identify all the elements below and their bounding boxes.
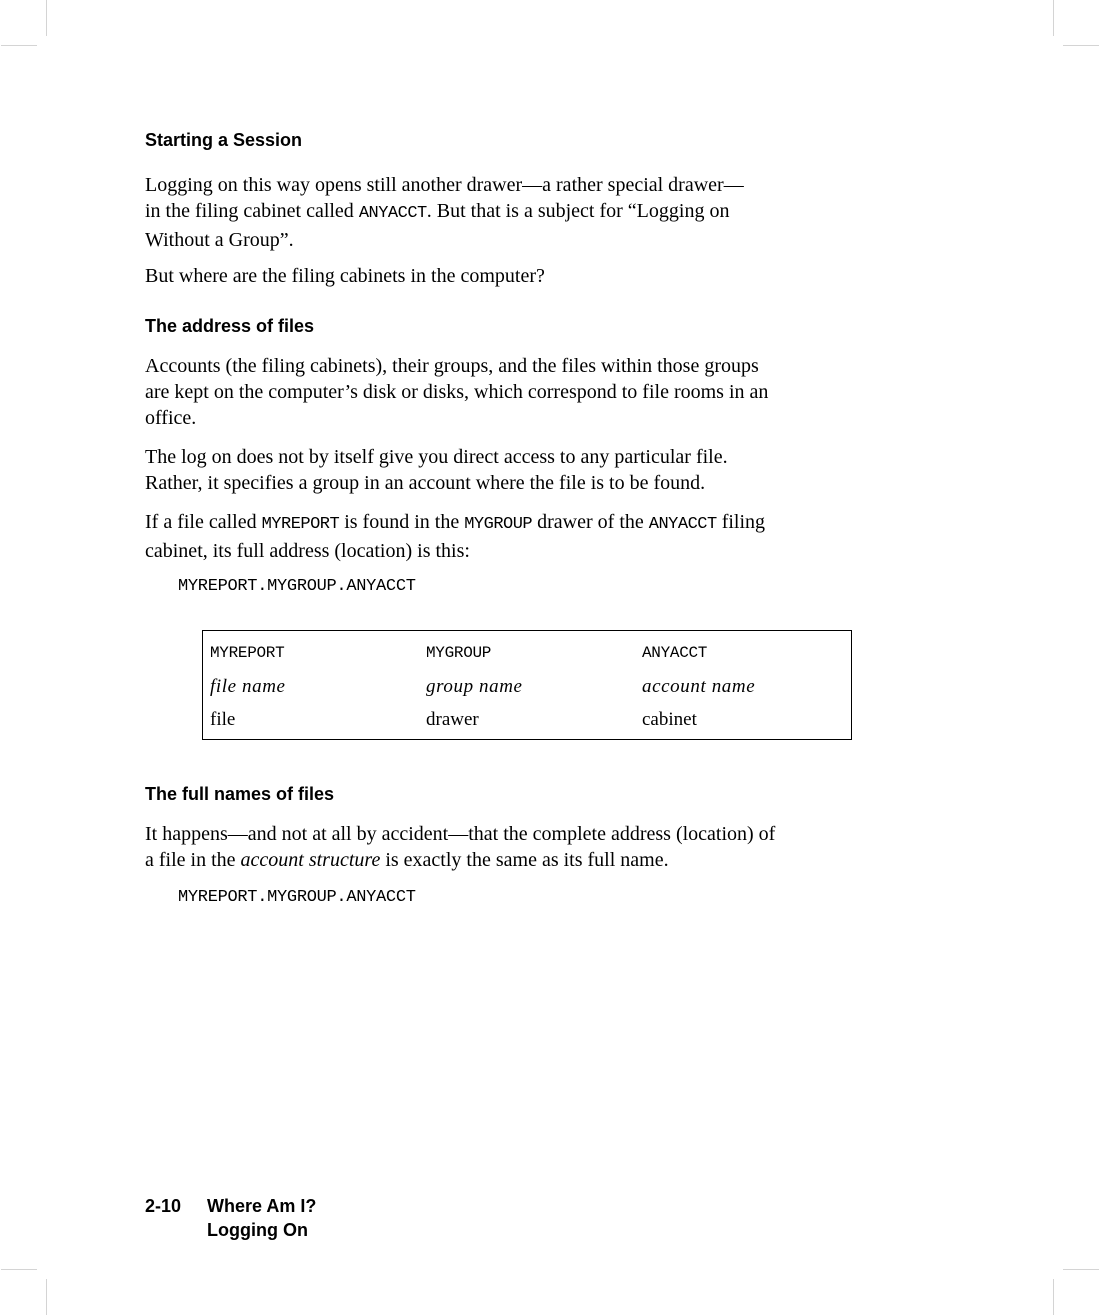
footer-chapter: Where Am I?: [207, 1196, 317, 1216]
intro-line-1: Logging on this way opens still another drawer—a rather special drawer—: [145, 174, 744, 196]
code-anyacct: ANYACCT: [358, 204, 427, 223]
text: a file in the: [145, 849, 241, 871]
crop-mark-top-left-horizontal: [1, 45, 37, 46]
table-cell: group name: [426, 676, 523, 697]
table-cell: file: [210, 709, 236, 730]
full-names-paragraph: [145, 821, 775, 873]
intro-text: . But that is a subject for “Logging on: [426, 200, 730, 222]
code-mygroup: MYGROUP: [464, 515, 533, 534]
paragraph-line: The log on does not by itself give you direct access to any particular file.: [145, 446, 728, 468]
table-left-border: [202, 630, 203, 740]
intro-line-3: Without a Group”.: [145, 229, 294, 251]
crop-mark-bottom-right-horizontal: [1063, 1269, 1099, 1270]
crop-mark-top-right-horizontal: [1063, 45, 1099, 46]
intro-paragraph: [145, 172, 744, 253]
table-cell: MYREPORT: [210, 644, 285, 662]
crop-mark-top-right-vertical: [1053, 0, 1054, 36]
table-cell: cabinet: [642, 709, 697, 730]
accounts-paragraph: [145, 353, 768, 431]
table-cell: account name: [642, 676, 756, 697]
page-number: 2-10: [145, 1196, 182, 1216]
text: is exactly the same as its full name.: [380, 849, 669, 871]
address-table: [202, 630, 851, 740]
paragraph-line: [145, 847, 775, 873]
intro-text: in the filing cabinet called: [145, 200, 359, 222]
table-cell: drawer: [426, 709, 479, 730]
section-heading: Starting a Session: [145, 130, 303, 150]
paragraph-line: It happens—and not at all by accident—that the complete address (location) of: [145, 823, 776, 845]
code-myreport: MYREPORT: [261, 515, 340, 534]
table-cell: MYGROUP: [426, 644, 492, 662]
paragraph-line: Rather, it specifies a group in an account where the file is to be found.: [145, 472, 706, 494]
paragraph-line: [145, 509, 765, 538]
code-example-full-name: MYREPORT.MYGROUP.ANYACCT: [178, 888, 416, 907]
table-cell: ANYACCT: [642, 644, 708, 662]
footer-section: Logging On: [207, 1220, 308, 1240]
table-cell: file name: [210, 676, 286, 697]
table-right-border: [851, 630, 852, 740]
intro-line-2: [145, 198, 744, 227]
code-example-address: MYREPORT.MYGROUP.ANYACCT: [178, 577, 416, 596]
text: drawer of the: [532, 511, 649, 533]
logon-paragraph: [145, 444, 728, 496]
crop-mark-bottom-right-vertical: [1053, 1279, 1054, 1315]
crop-mark-top-left-vertical: [46, 0, 47, 36]
crop-mark-bottom-left-horizontal: [1, 1269, 37, 1270]
text: filing: [716, 511, 766, 533]
question-paragraph: But where are the filing cabinets in the computer?: [145, 265, 545, 287]
full-names-heading: The full names of files: [145, 784, 335, 804]
paragraph-line: are kept on the computer’s disk or disks, which correspond to file rooms in an: [145, 381, 769, 403]
address-heading: The address of files: [145, 316, 315, 336]
paragraph-line: cabinet, its full address (location) is this:: [145, 540, 470, 562]
text: If a file called: [145, 511, 262, 533]
paragraph-line: office.: [145, 407, 197, 429]
paragraph-line: Accounts (the filing cabinets), their groups, and the files within those groups: [145, 355, 759, 377]
text: is found in the: [339, 511, 465, 533]
emphasis-account-structure: account structure: [240, 849, 381, 871]
crop-mark-bottom-left-vertical: [46, 1279, 47, 1315]
code-anyacct: ANYACCT: [648, 515, 717, 534]
myreport-paragraph: [145, 509, 765, 564]
